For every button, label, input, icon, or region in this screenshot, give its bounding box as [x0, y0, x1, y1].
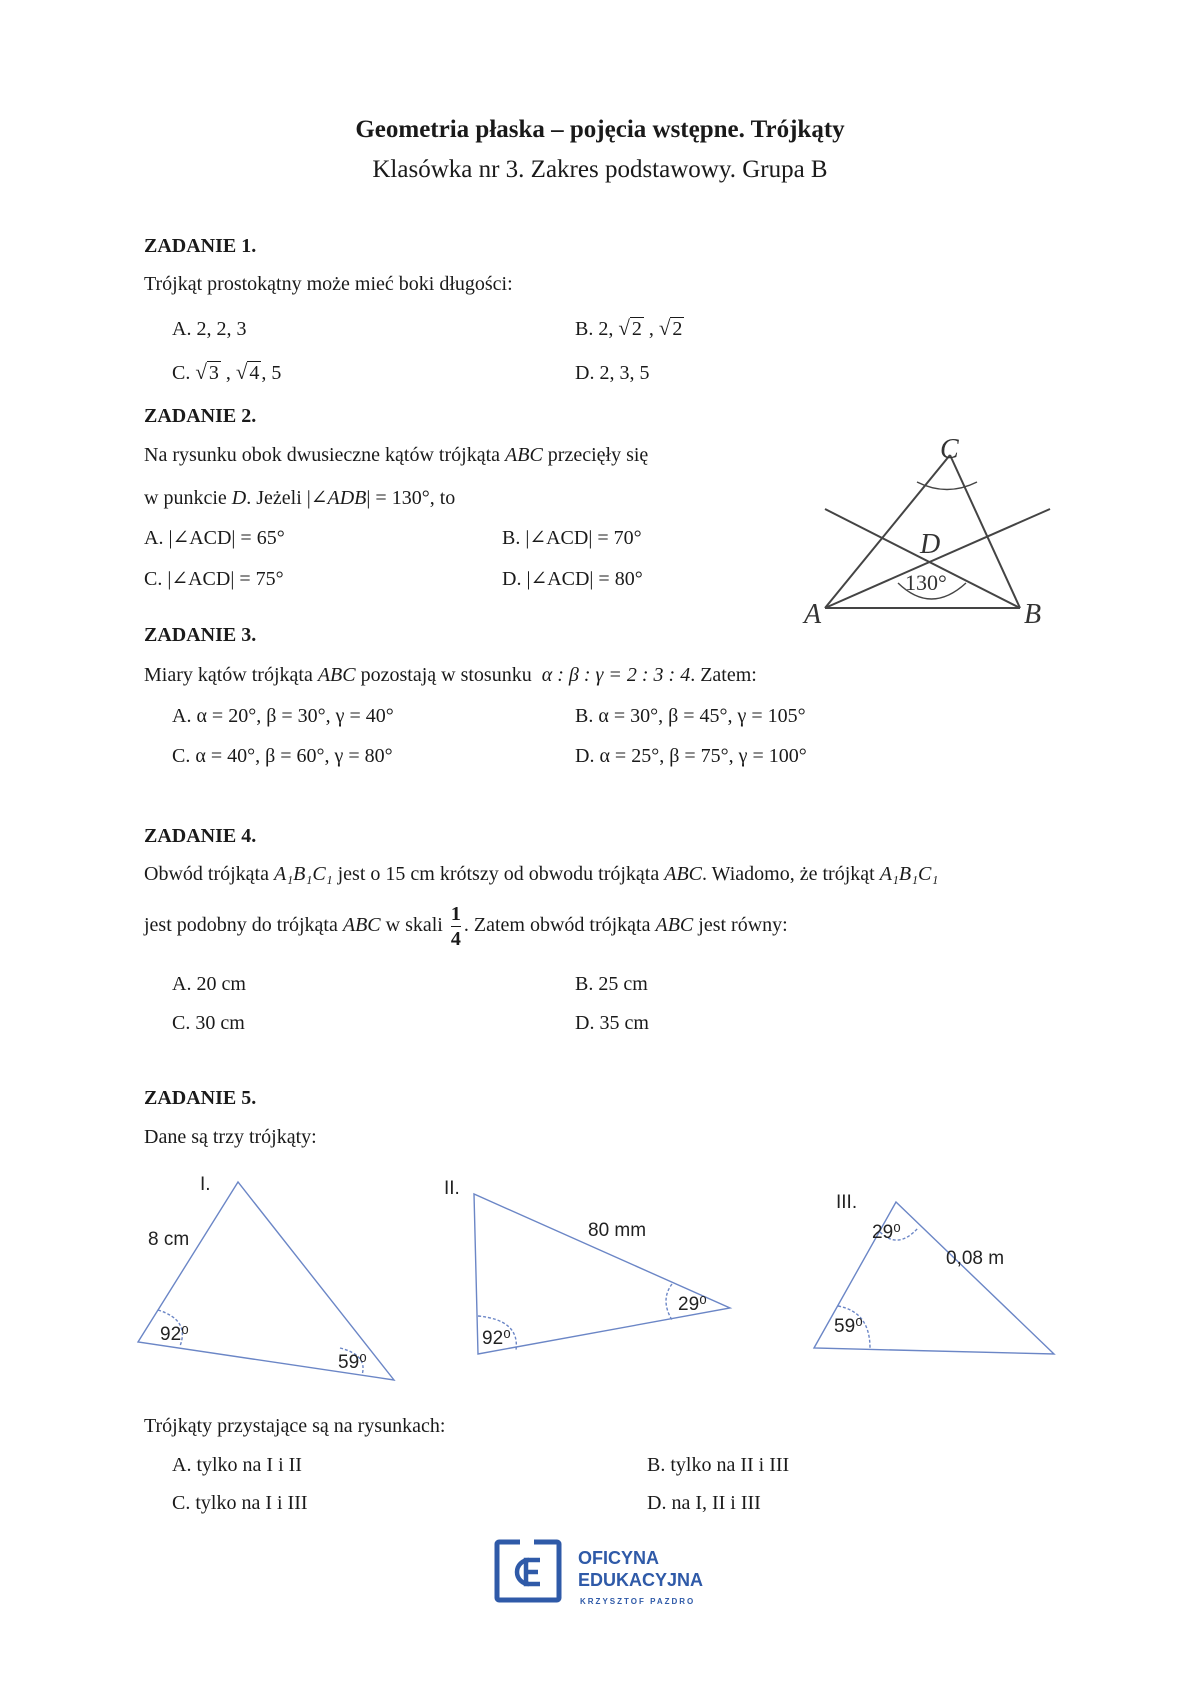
triangle-1-label: I.: [200, 1174, 211, 1195]
logo-line-3: KRZYSZTOF PAZDRO: [580, 1597, 696, 1606]
sqrt-2b: √ 2: [658, 316, 683, 340]
triangle-3-angle-b: 59⁰: [834, 1316, 863, 1337]
task-4-option-a: A. 20 cm: [172, 973, 246, 995]
task-3-option-c: C. α = 40°, β = 60°, γ = 80°: [172, 745, 393, 767]
option-c-suffix: , 5: [261, 362, 282, 384]
triangle-1-side: 8 cm: [148, 1229, 190, 1250]
task-1-question: Trójkąt prostokątny może mieć boki długości:: [144, 273, 513, 295]
task-3-option-d: D. α = 25°, β = 75°, γ = 100°: [575, 745, 807, 767]
option-b-prefix: B. 2,: [575, 318, 614, 340]
fig-label-a: A: [804, 599, 822, 630]
task-3-heading: ZADANIE 3.: [144, 624, 257, 646]
sqrt-4: √ 4: [235, 360, 260, 384]
task-4-heading: ZADANIE 4.: [144, 825, 257, 847]
task-2-line-2: w punkcie D. Jeżeli |∠ADB| = 130°, to: [144, 487, 456, 509]
task-3-option-a: A. α = 20°, β = 30°, γ = 40°: [172, 705, 394, 727]
bisector-triangle-figure: [780, 425, 1070, 635]
task-5-heading: ZADANIE 5.: [144, 1087, 257, 1109]
triangle-3-side: 0,08 m: [946, 1248, 1005, 1269]
task-2-option-a: A. |∠ACD| = 65°: [144, 527, 285, 549]
task-1-option-c: C. √ 3 , √ 4 , 5: [172, 360, 282, 384]
triangle-3-label: III.: [836, 1192, 858, 1213]
task-1-option-a: A. 2, 2, 3: [172, 318, 247, 340]
triangle-3-angle-a: 29⁰: [872, 1222, 901, 1243]
triangle-1-angle-b: 59⁰: [338, 1352, 367, 1373]
triangle-2-label: II.: [444, 1178, 460, 1199]
task-3-option-b: B. α = 30°, β = 45°, γ = 105°: [575, 705, 806, 727]
task-5-option-c: C. tylko na I i III: [172, 1492, 308, 1514]
task-4-option-b: B. 25 cm: [575, 973, 648, 995]
task-2-option-b: B. |∠ACD| = 70°: [502, 527, 642, 549]
task-4-option-d: D. 35 cm: [575, 1012, 649, 1034]
triangle-1-angle-a: 92⁰: [160, 1324, 189, 1345]
task-2-heading: ZADANIE 2.: [144, 405, 257, 427]
sqrt-2: √ 2: [618, 316, 642, 340]
task-5-option-d: D. na I, II i III: [647, 1492, 761, 1514]
fig-label-b: B: [1024, 599, 1042, 630]
fig-angle-label: 130°: [905, 570, 947, 595]
task-2-line-1: Na rysunku obok dwusieczne kątów trójkąta ABC przecięły się: [144, 444, 649, 466]
task-2-option-c: C. |∠ACD| = 75°: [144, 568, 284, 590]
sqrt-3: √ 3: [195, 360, 219, 384]
triangle-2-angle-b: 29⁰: [678, 1294, 707, 1315]
task-3-question: Miary kątów trójkąta ABC pozostają w stosunku α : β : γ = 2 : 3 : 4. Zatem:: [144, 664, 757, 686]
task-4-line-2: jest podobny do trójkąta ABC w skali $\frac{1}{4}$ . Zatem obwód trójkąta ABC jest równy:: [144, 903, 788, 950]
triangles-figure: [130, 1170, 1090, 1390]
task-5-intro: Dane są trzy trójkąty:: [144, 1126, 317, 1148]
logo-line-2: EDUKACYJNA: [578, 1570, 704, 1590]
page-title: Geometria płaska – pojęcia wstępne. Trójkąty: [355, 116, 845, 143]
publisher-logo: [494, 1538, 724, 1608]
logo-line-1: OFICYNA: [578, 1548, 659, 1568]
triangle-2-angle-a: 92⁰: [482, 1328, 511, 1349]
task-4-line-1: Obwód trójkąta A₁B₁C₁ jest o 15 cm krótszy od obwodu trójkąta ABC. Wiadomo, że trójkąt A₁B₁C₁: [144, 863, 939, 885]
triangle-2-side: 80 mm: [588, 1220, 647, 1241]
task-1-option-b: B. 2, √ 2 , √ 2: [575, 316, 683, 340]
task-5-question: Trójkąty przystające są na rysunkach:: [144, 1415, 446, 1437]
task-2-option-d: D. |∠ACD| = 80°: [502, 568, 643, 590]
fig-label-d: D: [920, 529, 941, 560]
task-1-heading: ZADANIE 1.: [144, 235, 257, 257]
task-5-option-b: B. tylko na II i III: [647, 1454, 790, 1476]
option-c-prefix: C.: [172, 362, 191, 384]
scale-fraction: $\frac{1}{4}$: [450, 903, 461, 950]
task-4-option-c: C. 30 cm: [172, 1012, 245, 1034]
page-subtitle: Klasówka nr 3. Zakres podstawowy. Grupa B: [372, 156, 828, 183]
task-1-option-d: D. 2, 3, 5: [575, 362, 650, 384]
task-5-option-a: A. tylko na I i II: [172, 1454, 302, 1476]
fig-label-c: C: [940, 434, 959, 465]
